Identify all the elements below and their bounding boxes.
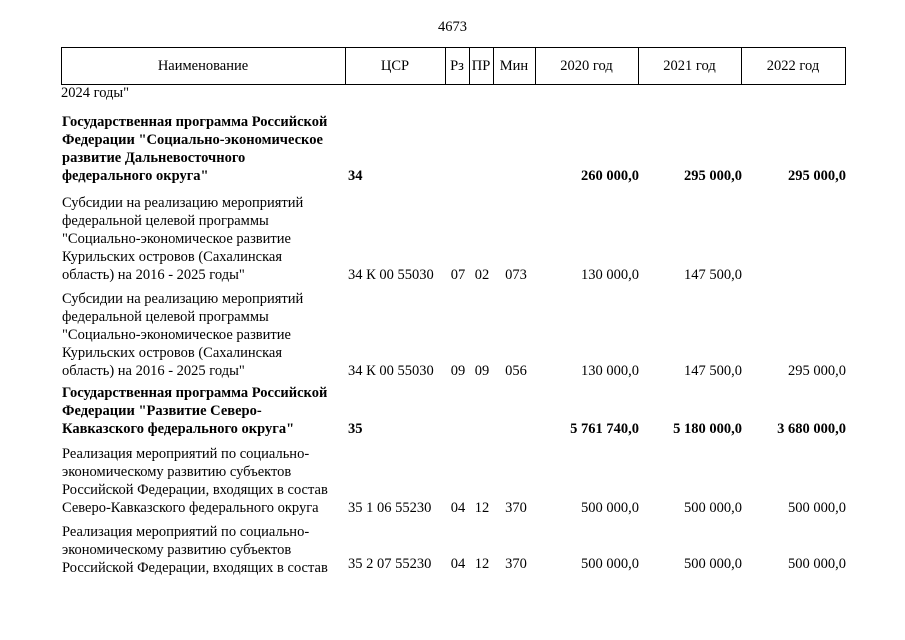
row-min: 073: [505, 267, 527, 283]
header-rz: Рз: [450, 58, 464, 74]
row-pr: 12: [474, 500, 490, 516]
row-rz: 09: [450, 363, 466, 379]
header-min: Мин: [499, 58, 529, 74]
row-min: 370: [505, 556, 527, 572]
row-csr: 35: [348, 421, 363, 437]
row-rz: 04: [450, 500, 466, 516]
row-2020: 500 000,0: [581, 556, 639, 572]
row-2021: 500 000,0: [684, 556, 742, 572]
row-csr: 34 К 00 55030: [348, 363, 434, 379]
header-name: Наименование: [157, 58, 249, 74]
row-name: Государственная программа Российской Федерации "Развитие Северо- Кавказского федерального округа": [62, 385, 328, 437]
row-2022: 295 000,0: [788, 363, 846, 379]
row-2022: 3 680 000,0: [777, 421, 846, 437]
row-pr: 12: [474, 556, 490, 572]
row-min: 370: [505, 500, 527, 516]
row-pr: 09: [474, 363, 490, 379]
row-name: Субсидии на реализацию мероприятий федеральной целевой программы "Социально-экономическое развитие Курильских островов (Сахалинская область) на 2016 - 2025 годы": [62, 195, 304, 283]
row-min: 056: [505, 363, 527, 379]
row-2020: 5 761 740,0: [570, 421, 639, 437]
row-2021: 147 500,0: [684, 267, 742, 283]
header-2020: 2020 год: [560, 58, 613, 74]
row-2020: 130 000,0: [581, 363, 639, 379]
table-header: [61, 47, 846, 85]
row-rz: 07: [450, 267, 466, 283]
row-2020: 260 000,0: [581, 168, 639, 184]
row-name: Реализация мероприятий по социально- экономическому развитию субъектов Российской Федерации, входящих в состав Северо-Кавказского федерального округа: [62, 446, 328, 516]
row-2022: 500 000,0: [788, 500, 846, 516]
row-name: Реализация мероприятий по социально- экономическому развитию субъектов Российской Федерации, входящих в состав: [62, 524, 328, 576]
row-rz: 04: [450, 556, 466, 572]
row-csr: 35 1 06 55230: [348, 500, 432, 516]
row-2021: 5 180 000,0: [673, 421, 742, 437]
header-2022: 2022 год: [766, 58, 820, 74]
row-2022: 500 000,0: [788, 556, 846, 572]
row-csr: 34 К 00 55030: [348, 267, 434, 283]
row-csr: 34: [348, 168, 363, 184]
header-csr: ЦСР: [380, 58, 410, 74]
row-2021: 500 000,0: [684, 500, 742, 516]
page-number: 4673: [438, 19, 467, 35]
header-pr: ПР: [471, 58, 491, 74]
carry-over-text: 2024 годы": [61, 85, 130, 101]
row-name: Государственная программа Российской Федерации "Социально-экономическое развитие Дальневосточного федерального округа": [62, 114, 328, 184]
row-2020: 500 000,0: [581, 500, 639, 516]
row-2021: 295 000,0: [684, 168, 742, 184]
header-2021: 2021 год: [663, 58, 716, 74]
row-2021: 147 500,0: [684, 363, 742, 379]
row-2022: 295 000,0: [788, 168, 846, 184]
row-csr: 35 2 07 55230: [348, 556, 432, 572]
row-name: Субсидии на реализацию мероприятий федеральной целевой программы "Социально-экономическое развитие Курильских островов (Сахалинская область) на 2016 - 2025 годы": [62, 291, 304, 379]
row-pr: 02: [474, 267, 490, 283]
row-2020: 130 000,0: [581, 267, 639, 283]
